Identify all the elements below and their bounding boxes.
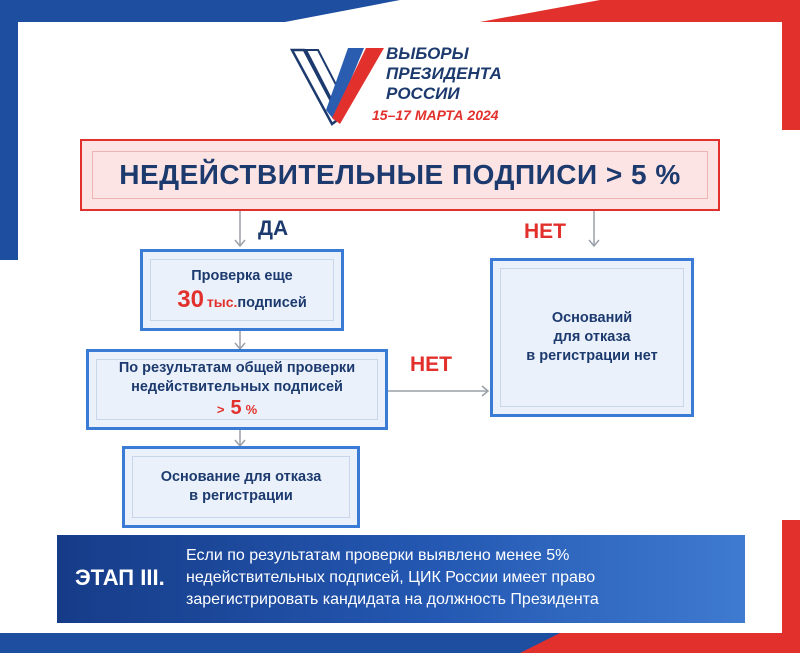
check-signatures-box [140,249,344,331]
logo-line-1: ВЫБОРЫ [386,44,469,63]
check-unit: тыс. [206,293,238,310]
no-grounds-box [490,258,694,417]
no-grounds-line-2: для отказа [553,329,631,345]
result-comparator: > [216,402,225,417]
refusal-line-2: в регистрации [189,488,293,504]
no-grounds-line-3: в регистрации нет [526,348,658,364]
refusal-box [122,446,360,528]
stage-line-3: зарегистрировать кандидата на должность Президента [186,591,599,608]
result-line-1: По результатам общей проверки [118,360,356,376]
result-value: 5 [230,397,242,419]
logo-line-3: РОССИИ [386,84,460,103]
result-line-2: недействительных подписей [131,379,343,395]
check-rest: подписей [237,294,307,311]
result-percent: % [245,402,258,417]
logo-date: 15–17 МАРТА 2024 [372,107,499,123]
main-condition-text: НЕДЕЙСТВИТЕЛЬНЫЕ ПОДПИСИ > 5 % [119,159,681,190]
branch-no-top-label: НЕТ [524,220,566,243]
check-line-1: Проверка еще [191,267,293,284]
check-number: 30 [177,285,204,313]
branch-no-mid-label: НЕТ [410,353,452,376]
result-check-box [86,349,388,430]
stage-banner [57,535,745,623]
branch-yes-label: ДА [258,217,289,240]
refusal-line-1: Основание для отказа [160,469,322,485]
stage-line-1: Если по результатам проверки выявлено менее 5% [186,547,570,564]
no-grounds-line-1: Оснований [551,310,633,326]
logo-line-2: ПРЕЗИДЕНТА [386,64,502,83]
stage-label: ЭТАП III. [75,565,165,590]
stage-line-2: недействительных подписей, ЦИК России имеет право [186,569,596,586]
stage-description [186,545,599,611]
